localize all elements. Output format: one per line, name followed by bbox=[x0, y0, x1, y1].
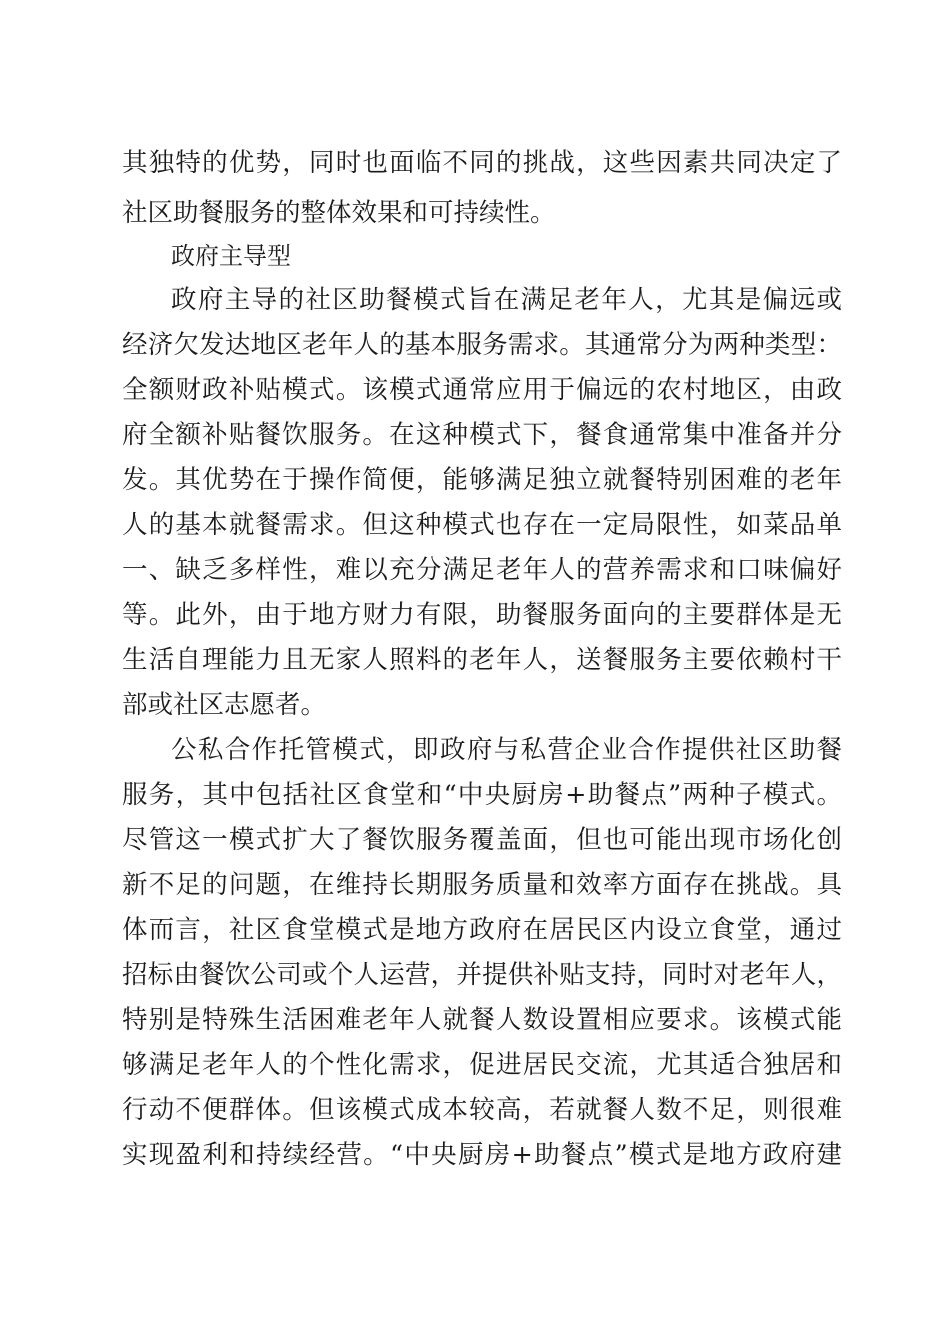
text-line: 发。其优势在于操作简便，能够满足独立就餐特别困难的老年 bbox=[122, 465, 842, 495]
text-line: 其独特的优势，同时也面临不同的挑战，这些因素共同决定了 bbox=[122, 148, 842, 178]
text-line: 体而言，社区食堂模式是地方政府在居民区内设立食堂，通过 bbox=[122, 915, 842, 945]
text-line: 一、缺乏多样性，难以充分满足老年人的营养需求和口味偏好 bbox=[122, 555, 842, 585]
text-line: 人的基本就餐需求。但这种模式也存在一定局限性，如菜品单 bbox=[122, 510, 842, 540]
text-line: 政府主导的社区助餐模式旨在满足老年人，尤其是偏远或 bbox=[171, 285, 842, 315]
text-line: 新不足的问题，在维持长期服务质量和效率方面存在挑战。具 bbox=[122, 870, 842, 900]
text-line: 全额财政补贴模式。该模式通常应用于偏远的农村地区，由政 bbox=[122, 375, 842, 405]
text-line: 实现盈利和持续经营。“中央厨房+助餐点”模式是地方政府建 bbox=[122, 1140, 842, 1170]
text-line: 够满足老年人的个性化需求，促进居民交流，尤其适合独居和 bbox=[122, 1050, 842, 1080]
text-line: 经济欠发达地区老年人的基本服务需求。其通常分为两种类型： bbox=[122, 330, 842, 360]
text-line: 等。此外，由于地方财力有限，助餐服务面向的主要群体是无 bbox=[122, 600, 842, 630]
text-line: 部或社区志愿者。 bbox=[122, 690, 327, 720]
text-line: 特别是特殊生活困难老年人就餐人数设置相应要求。该模式能 bbox=[122, 1005, 842, 1035]
text-line: 生活自理能力且无家人照料的老年人，送餐服务主要依赖村干 bbox=[122, 645, 842, 675]
text-line: 招标由餐饮公司或个人运营，并提供补贴支持，同时对老年人， bbox=[122, 960, 842, 990]
text-line: 社区助餐服务的整体效果和可持续性。 bbox=[122, 198, 556, 228]
text-line: 公私合作托管模式，即政府与私营企业合作提供社区助餐 bbox=[171, 735, 842, 765]
text-line: 服务，其中包括社区食堂和“中央厨房+助餐点”两种子模式。 bbox=[122, 780, 842, 810]
text-line: 府全额补贴餐饮服务。在这种模式下，餐食通常集中准备并分 bbox=[122, 420, 842, 450]
text-line: 行动不便群体。但该模式成本较高，若就餐人数不足，则很难 bbox=[122, 1095, 842, 1125]
text-line: 尽管这一模式扩大了餐饮服务覆盖面，但也可能出现市场化创 bbox=[122, 825, 842, 855]
section-heading: 政府主导型 bbox=[171, 242, 291, 270]
